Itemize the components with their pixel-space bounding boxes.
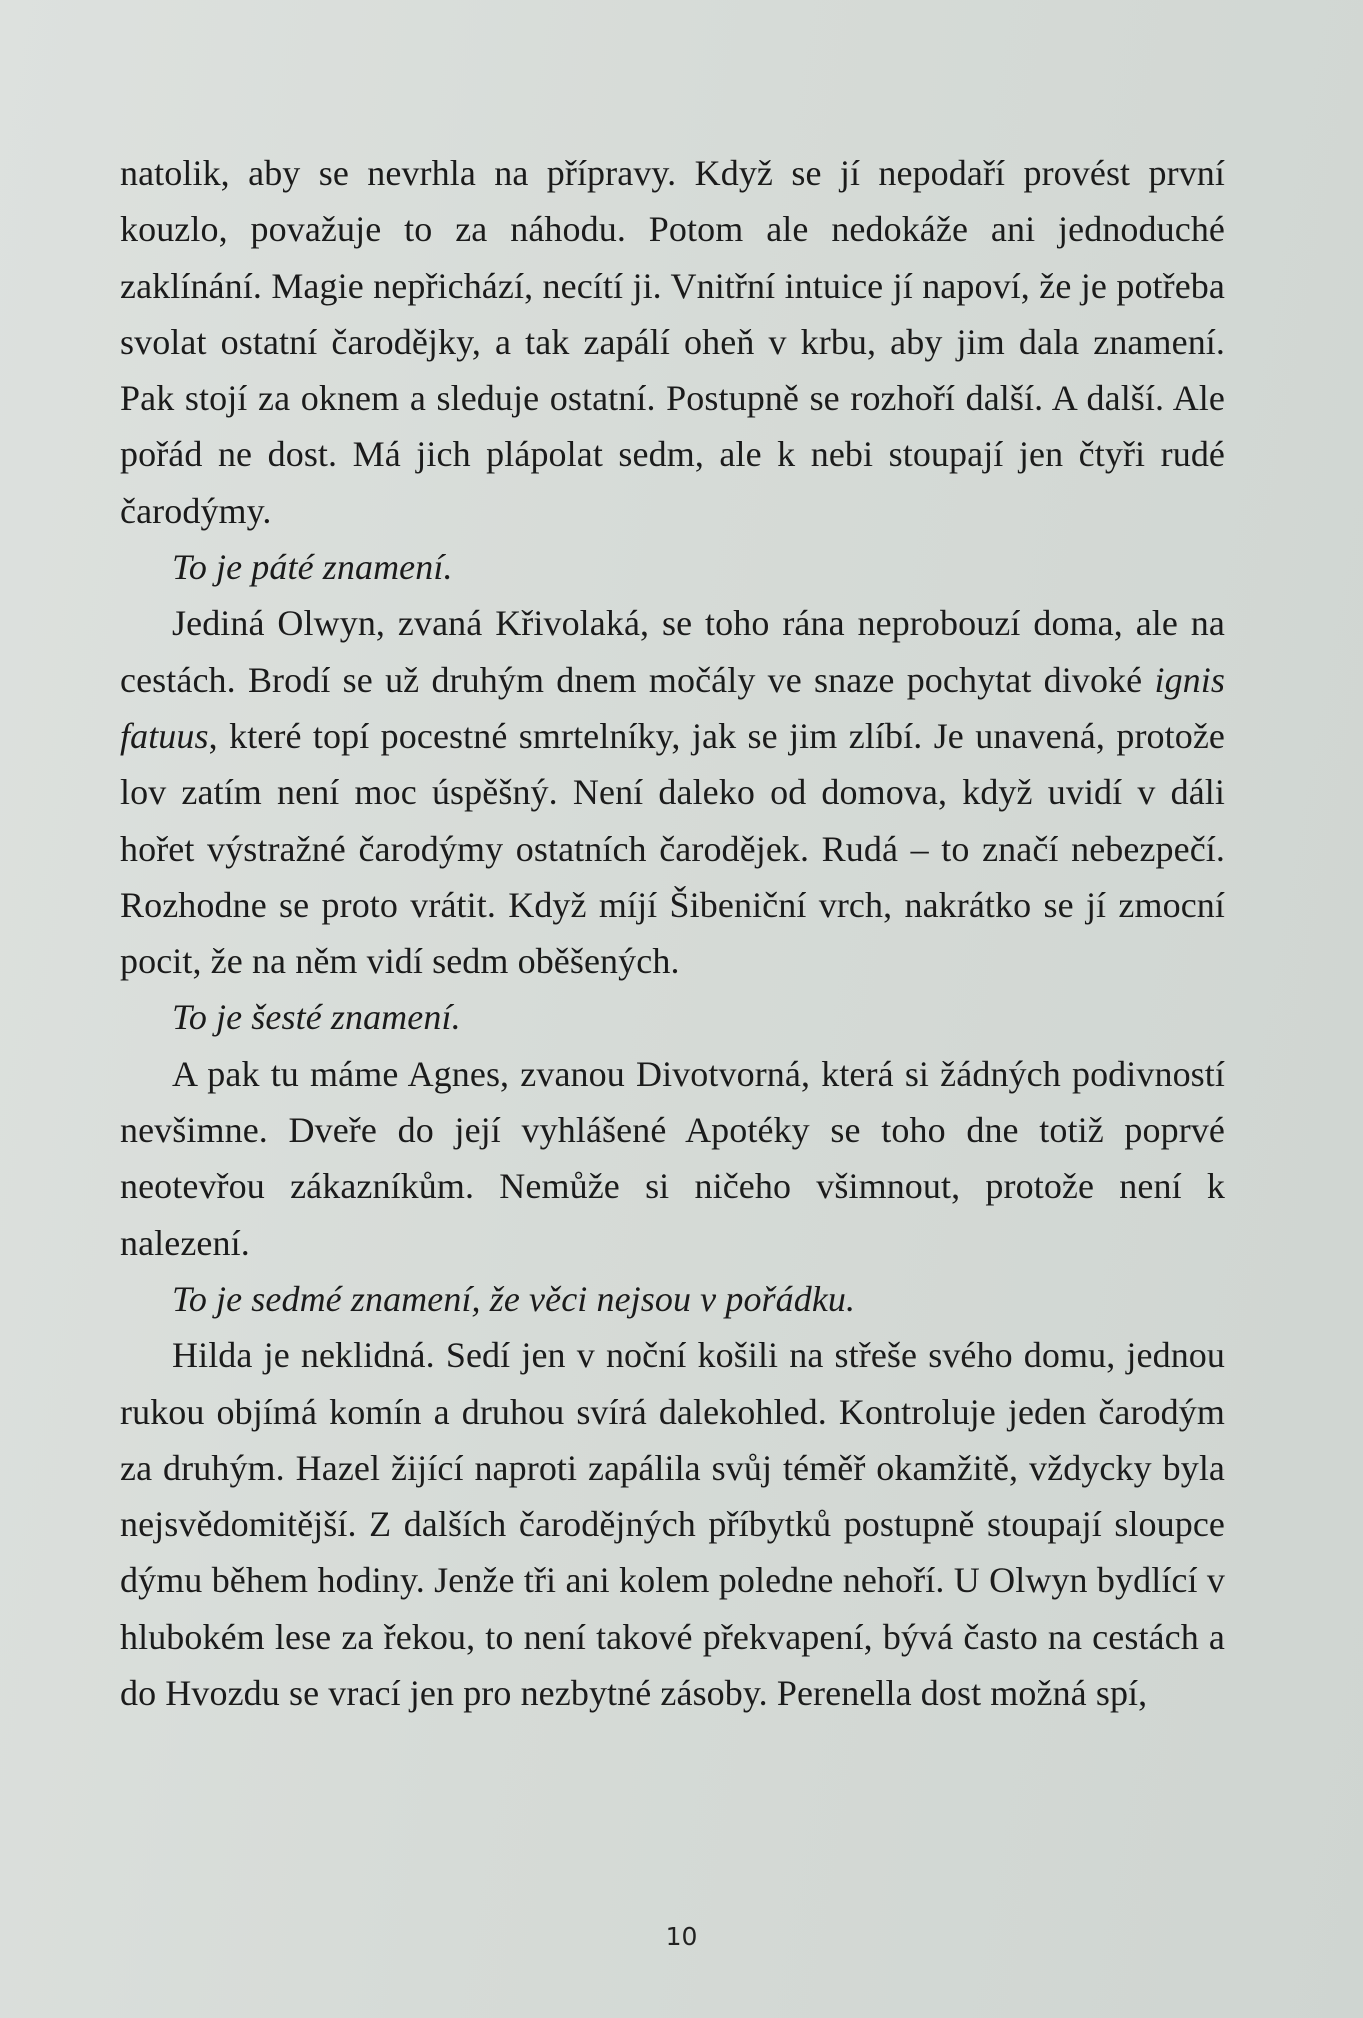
paragraph-text: Hilda je neklidná. Sedí jen v noční košili na střeše svého domu, jednou rukou objímá komín a druhou svírá dalekohled. Kontroluje jeden čarodým za druhým. Hazel žijící naproti zapálila svůj téměř okamžitě, vždycky byla nejsvědomitější. Z dalších čarodějných příbytků postupně stoupají sloupce dýmu během hodiny. Jenže tři ani kolem poledne nehoří. U Olwyn bydlící v hlubokém lese za řekou, to není takové překvapení, bývá často na cestách a do Hvozdu se vrací jen pro nezbytné zásoby. Perenella dost možná spí, <box>120 1335 1225 1714</box>
paragraph-olwyn <box>120 595 1225 989</box>
paragraph-text: Jediná Olwyn, zvaná Křivolaká, se toho rána neprobouzí doma, ale na cestách. Brodí se už druhým dnem močály ve snaze pochytat divoké <box>120 603 1225 700</box>
paragraph-hilda <box>120 1327 1225 1721</box>
paragraph-text: , které topí pocestné smrtelníky, jak se jim zlíbí. Je unavená, protože lov zatím není moc úspěšný. Není daleko od domova, když uvidí v dáli hořet výstražné čarodýmy ostatních čarodějek. Rudá – to značí nebezpečí. Rozhodne se proto vrátit. Když míjí Šibeniční vrch, nakrátko se jí zmocní pocit, že na něm vidí sedm oběšených. <box>120 715 1225 982</box>
paragraph-text: A pak tu máme Agnes, zvanou Divotvorná, která si žádných podivností nevšimne. Dveře do její vyhlášené Apotéky se toho dne totiž poprvé neotevřou zákazníkům. Nemůže si ničeho všimnout, protože není k nalezení. <box>120 1053 1225 1263</box>
paragraph-sign-5 <box>120 539 1225 595</box>
paragraph-text: To je šesté znamení. <box>172 997 461 1038</box>
paragraph-sign-6 <box>120 989 1225 1045</box>
paragraph-text: To je sedmé znamení, že věci nejsou v pořádku. <box>172 1278 856 1319</box>
body-text <box>120 145 1225 1721</box>
italic-term: ignis fatuus <box>120 659 1225 756</box>
paragraph-sign-7 <box>120 1271 1225 1327</box>
paragraph-agnes <box>120 1046 1225 1271</box>
paragraph-1 <box>120 145 1225 539</box>
page-number: 10 <box>665 1922 698 1951</box>
paragraph-text: natolik, aby se nevrhla na přípravy. Když se jí nepodaří provést první kouzlo, považuje to za náhodu. Potom ale nedokáže ani jednoduché zaklínání. Magie nepřichází, necítí ji. Vnitřní intuice jí napoví, že je potřeba svolat ostatní čarodějky, a tak zapálí oheň v krbu, aby jim dala znamení. Pak stojí za oknem a sleduje ostatní. Postupně se rozhoří další. A další. Ale pořád ne dost. Má jich plápolat sedm, ale k nebi stoupají jen čtyři rudé čarodýmy. <box>120 153 1225 531</box>
paragraph-text: To je páté znamení. <box>172 547 453 588</box>
